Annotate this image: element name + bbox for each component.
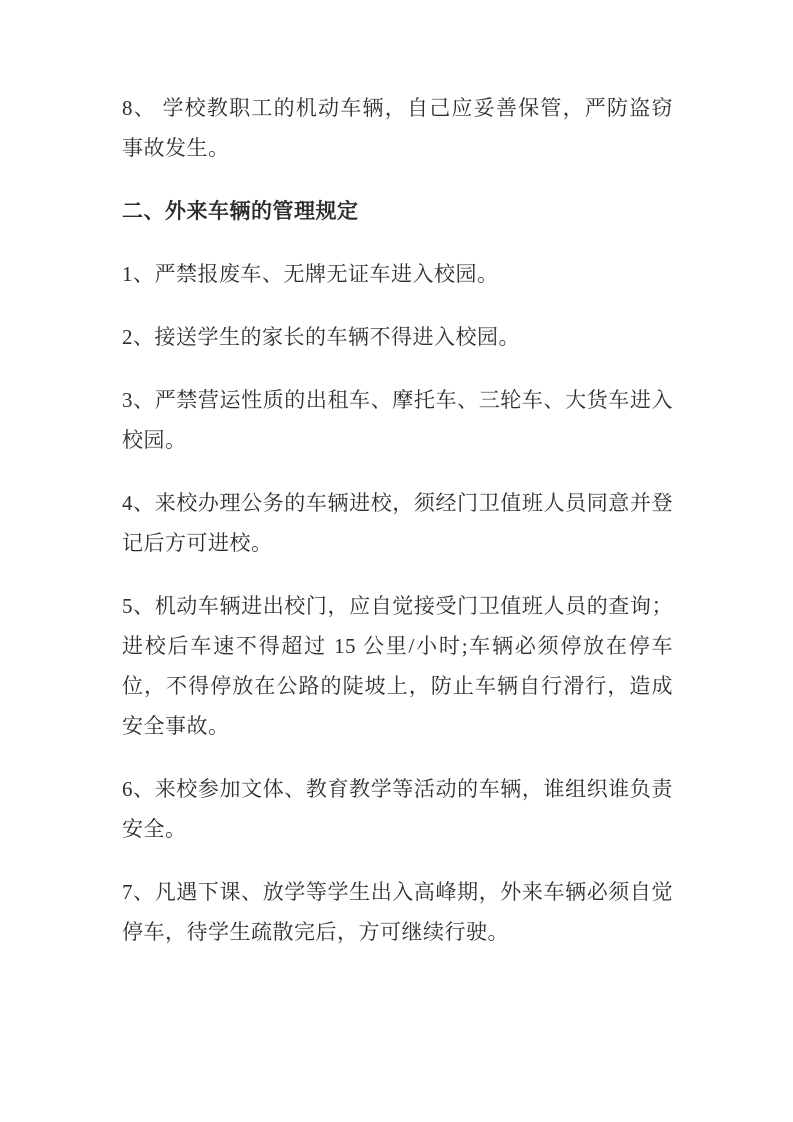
paragraph-rule-4: 4、来校办理公务的车辆进校，须经门卫值班人员同意并登记后方可进校。 (122, 491, 673, 555)
paragraph-rule-2: 2、接送学生的家长的车辆不得进入校园。 (122, 325, 520, 349)
paragraph-rule-3: 3、严禁营运性质的出租车、摩托车、三轮车、大货车进入校园。 (122, 388, 673, 452)
paragraph-rule-7: 7、凡遇下课、放学等学生出入高峰期，外来车辆必须自觉停车，待学生疏散完后，方可继续行驶。 (122, 880, 673, 944)
paragraph-rule-6: 6、来校参加文体、教育教学等活动的车辆，谁组织谁负责安全。 (122, 777, 673, 841)
paragraph-rule-5: 5、机动车辆进出校门，应自觉接受门卫值班人员的查询；进校后车速不得超过 15 公里/小时;车辆必须停放在停车位，不得停放在公路的陡坡上，防止车辆自行滑行，造成安全事故。 (122, 594, 673, 738)
section-heading-external-vehicles: 二、外来车辆的管理规定 (122, 199, 359, 223)
paragraph-rule-8: 8、 学校教职工的机动车辆，自己应妥善保管，严防盗窃事故发生。 (122, 96, 673, 160)
paragraph-rule-1: 1、严禁报废车、无牌无证车进入校园。 (122, 262, 499, 286)
